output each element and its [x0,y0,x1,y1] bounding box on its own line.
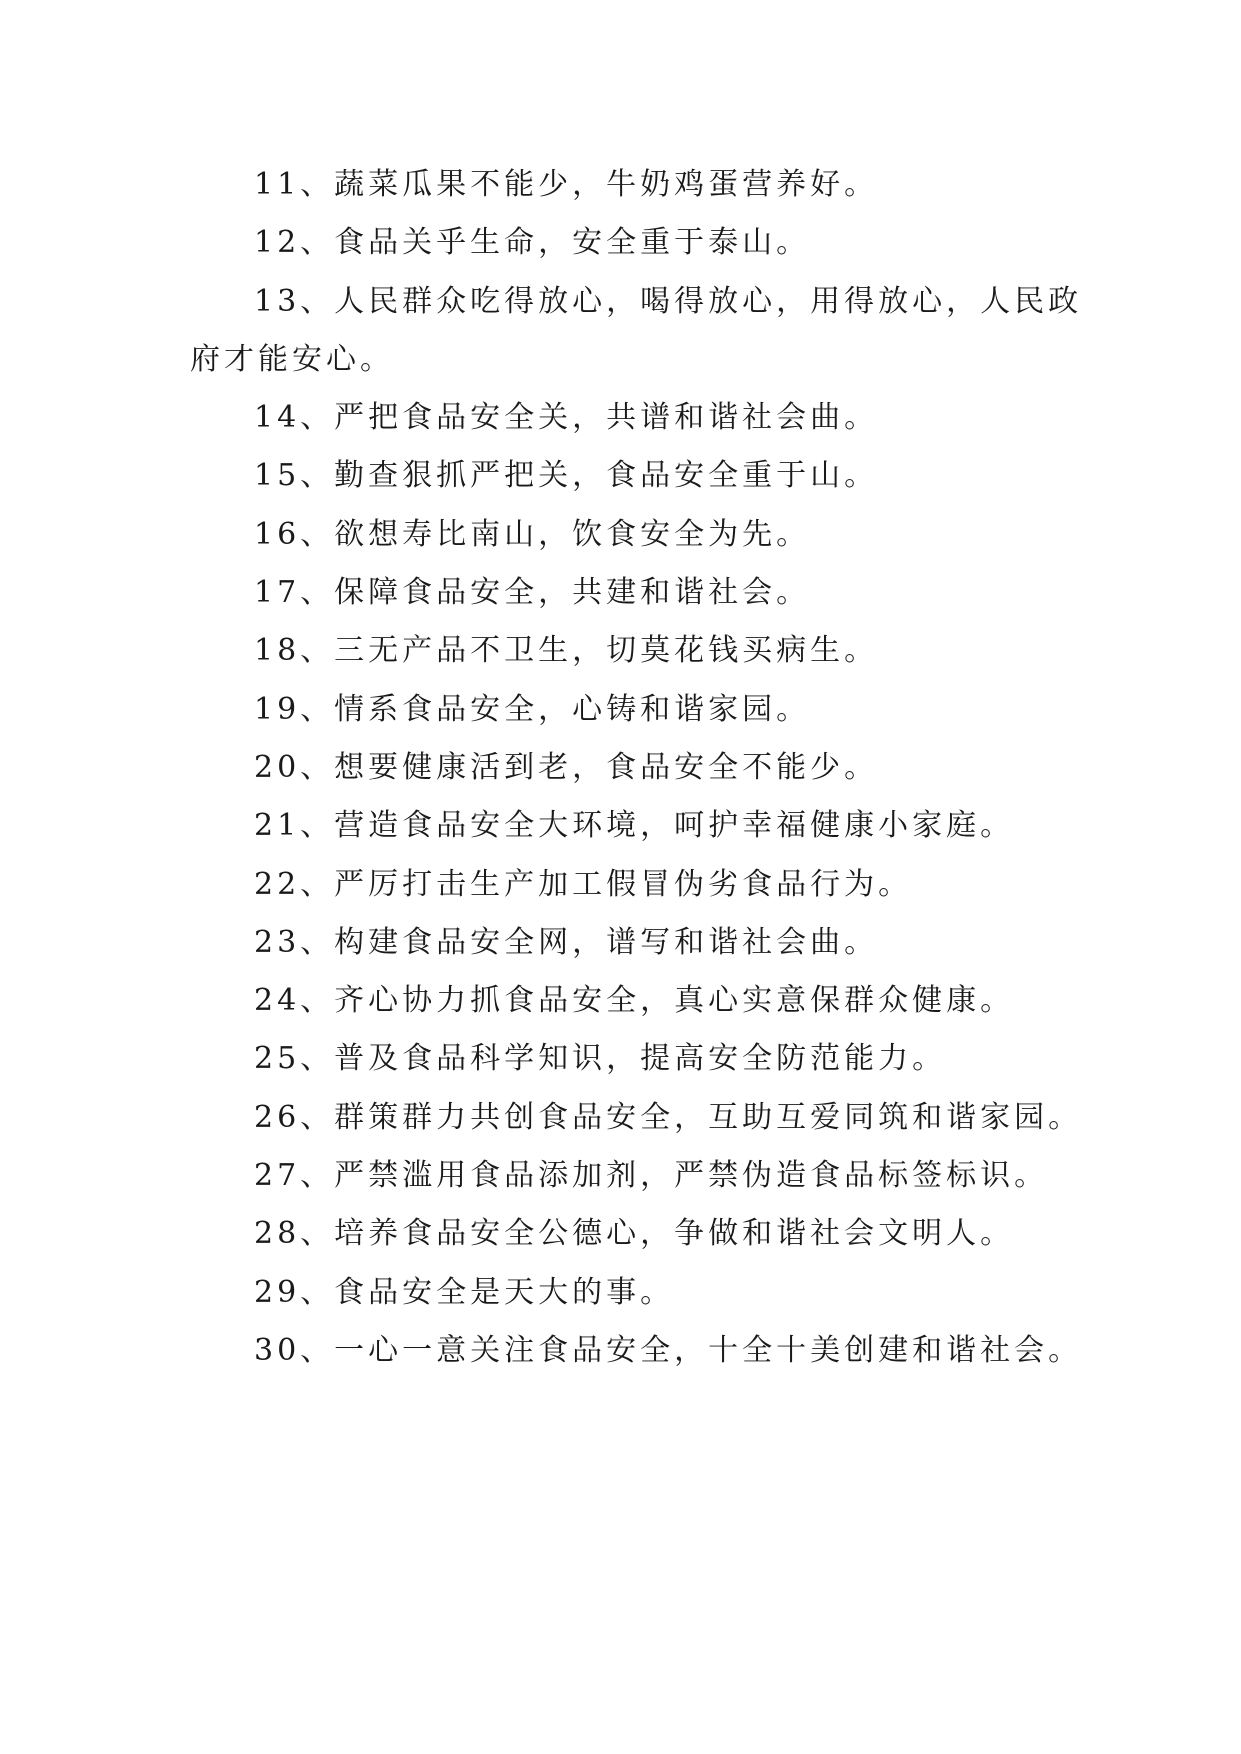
slogan-line: 13、人民群众吃得放心，喝得放心，用得放心，人民政 [254,283,1083,319]
slogan-line: 12、食品关乎生命，安全重于泰山。 [254,225,811,261]
slogan-line: 27、严禁滥用食品添加剂，严禁伪造食品标签标识。 [254,1158,1049,1194]
slogan-line: 26、群策群力共创食品安全，互助互爱同筑和谐家园。 [254,1099,1083,1135]
slogan-line: 29、食品安全是天大的事。 [254,1274,675,1310]
slogan-line: 16、欲想寿比南山，饮食安全为先。 [254,516,811,552]
slogan-line: 18、三无产品不卫生，切莫花钱买病生。 [254,633,879,669]
slogan-line: 11、蔬菜瓜果不能少，牛奶鸡蛋营养好。 [254,167,879,202]
slogan-line: 20、想要健康活到老，食品安全不能少。 [254,749,879,785]
slogan-line: 22、严厉打击生产加工假冒伪劣食品行为。 [254,866,913,902]
slogan-line: 15、勤查狠抓严把关，食品安全重于山。 [254,458,879,494]
slogan-line: 21、营造食品安全大环境，呵护幸福健康小家庭。 [254,808,1015,844]
slogan-line: 28、培养食品安全公德心，争做和谐社会文明人。 [254,1216,1015,1252]
slogan-line: 23、构建食品安全网，谱写和谐社会曲。 [254,924,879,960]
slogan-line: 30、一心一意关注食品安全，十全十美创建和谐社会。 [254,1332,1083,1368]
slogan-line-continuation: 府才能安心。 [190,341,394,377]
document-body [190,156,1083,1380]
slogan-line: 17、保障食品安全，共建和谐社会。 [254,575,811,611]
slogan-line: 24、齐心协力抓食品安全，真心实意保群众健康。 [254,983,1015,1019]
slogan-line: 25、普及食品科学知识，提高安全防范能力。 [254,1041,947,1077]
slogan-line: 19、情系食品安全，心铸和谐家园。 [254,691,811,727]
slogan-line: 14、严把食品安全关，共谱和谐社会曲。 [254,400,879,436]
